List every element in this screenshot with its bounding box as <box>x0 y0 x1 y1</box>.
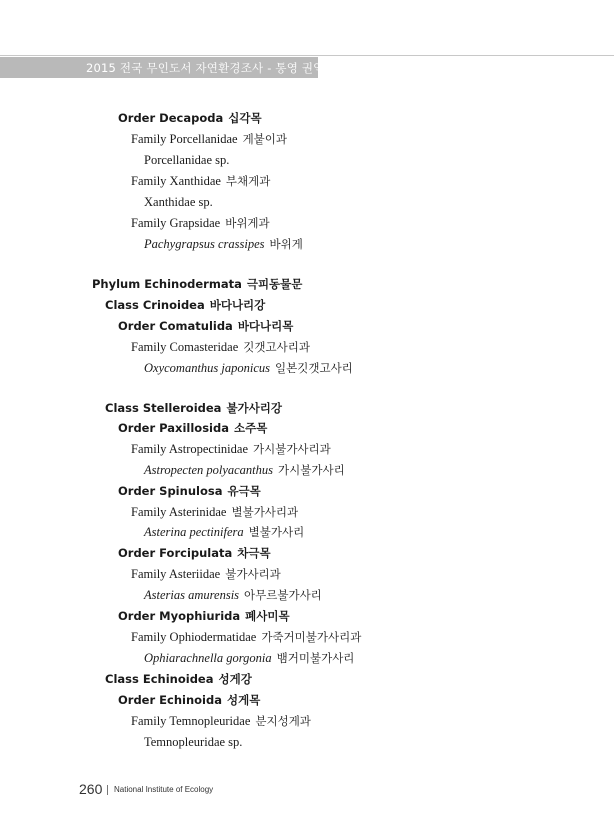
taxon-family: Family Xanthidae 부채게과 <box>131 174 271 188</box>
running-header-title: 2015 전국 무인도서 자연환경조사 - 통영 권역 <box>86 61 325 75</box>
taxon-species: Ophiarachnella gorgonia 뱀거미불가사리 <box>144 651 355 665</box>
taxon-family: Family Astropectinidae 가시불가사리과 <box>131 442 331 456</box>
taxon-species: Oxycomanthus japonicus 일본깃갯고사리 <box>144 361 353 375</box>
taxon-phylum: Phylum Echinodermata 극피동물문 <box>92 277 303 291</box>
taxon-order: Order Echinoida 성게목 <box>118 693 261 707</box>
taxon-species: Xanthidae sp. <box>144 195 213 209</box>
taxon-family: Family Comasteridae 깃갯고사리과 <box>131 340 310 354</box>
taxon-order: Order Comatulida 바다나리목 <box>118 319 294 333</box>
taxon-species: Temnopleuridae sp. <box>144 735 243 749</box>
taxon-family: Family Grapsidae 바위게과 <box>131 216 270 230</box>
footer-divider <box>107 785 108 795</box>
taxon-family: Family Ophiodermatidae 가죽거미불가사리과 <box>131 630 362 644</box>
taxon-order: Order Spinulosa 유극목 <box>118 484 261 498</box>
taxon-class: Class Stelleroidea 불가사리강 <box>105 401 282 415</box>
taxon-family: Family Asteriidae 불가사리과 <box>131 567 281 581</box>
taxon-family: Family Porcellanidae 게붙이과 <box>131 132 288 146</box>
taxon-order: Order Decapoda 십각목 <box>118 111 262 125</box>
taxon-order: Order Paxillosida 소주목 <box>118 421 268 435</box>
taxon-class: Class Crinoidea 바다나리강 <box>105 298 266 312</box>
page-number: 260 <box>79 781 103 797</box>
taxon-species: Asterina pectinifera 별불가사리 <box>144 525 305 539</box>
taxon-species: Astropecten polyacanthus 가시불가사리 <box>144 463 345 477</box>
taxon-species: Pachygrapsus crassipes 바위게 <box>144 237 303 251</box>
taxon-order: Order Forcipulata 차극목 <box>118 546 271 560</box>
header-rule <box>0 55 614 56</box>
taxon-order: Order Myophiurida 폐사미목 <box>118 609 290 623</box>
taxon-species: Asterias amurensis 아무르불가사리 <box>144 588 322 602</box>
taxon-class: Class Echinoidea 성게강 <box>105 672 252 686</box>
taxon-family: Family Asterinidae 별불가사리과 <box>131 505 299 519</box>
taxon-family: Family Temnopleuridae 분지성게과 <box>131 714 311 728</box>
footer-publisher: National Institute of Ecology <box>114 785 214 794</box>
taxon-species: Porcellanidae sp. <box>144 153 230 167</box>
